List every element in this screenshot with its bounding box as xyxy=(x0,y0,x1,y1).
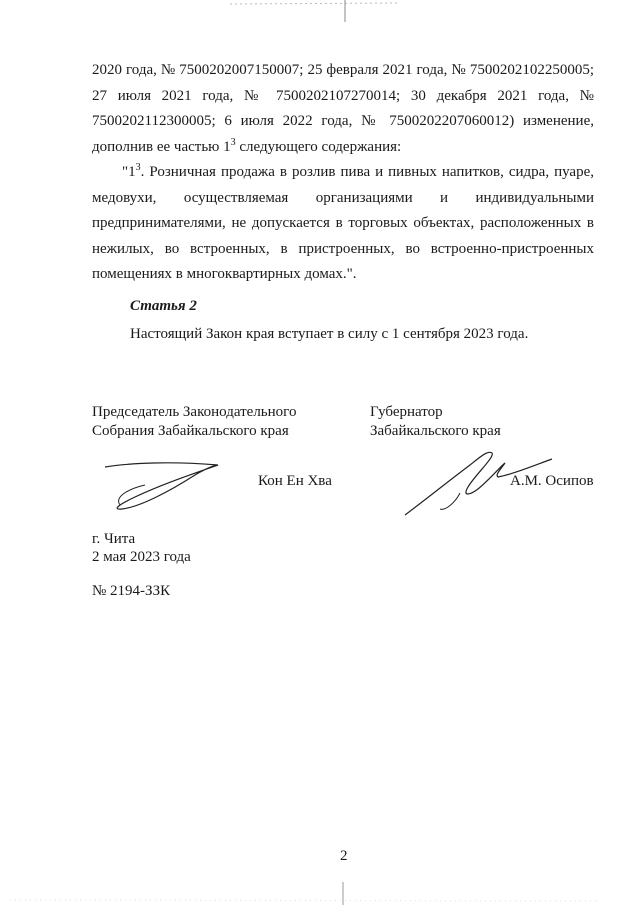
scan-artifact-top xyxy=(230,0,410,22)
article-title: Статья 2 xyxy=(130,298,197,314)
paragraph-amendment-intro: 2020 года, № 7500202007150007; 25 февраля 2021 года, № 7500202102250005; 27 июля 2021 года, № 7500202107270014; 30 декабря 2021 года, № 7500202112300005; 6 июля 2022 года, № 7500202207060012) изменение, дополнив ее частью $1^3$ следующего содержания: xyxy=(92,62,594,155)
right-signatory-title-line1: Губернатор xyxy=(370,404,443,420)
article-body: Настоящий Закон края вступает в силу с 1 сентября 2023 года. xyxy=(130,326,529,342)
right-signatory-name: А.М. Осипов xyxy=(510,473,594,489)
scan-artifact-bottom xyxy=(0,880,640,905)
page-number: 2 xyxy=(340,848,348,864)
paragraph-new-part: "$1^3$. Розничная продажа в розлив пива и пивных напитков, сидра, пуаре, медовухи, осуществляемая организациями и индивидуальными предпринимателями, не допускается в торговых объектах, расположенных в нежилых, во встроенных, в пристроенных, во встроенно-пристроенных помещениях в многоквартирных домах.". xyxy=(92,162,594,282)
law-number: № 2194-ЗЗК xyxy=(92,583,171,599)
left-signatory-name: Кон Ен Хва xyxy=(258,473,332,489)
signing-date: 2 мая 2023 года xyxy=(92,549,191,565)
right-signatory-title-line2: Забайкальского края xyxy=(370,423,501,439)
left-handwritten-signature xyxy=(100,455,230,515)
left-signatory-title-line2: Собрания Забайкальского края xyxy=(92,423,289,439)
left-signatory-title-line1: Председатель Законодательного xyxy=(92,404,297,420)
city: г. Чита xyxy=(92,531,136,547)
